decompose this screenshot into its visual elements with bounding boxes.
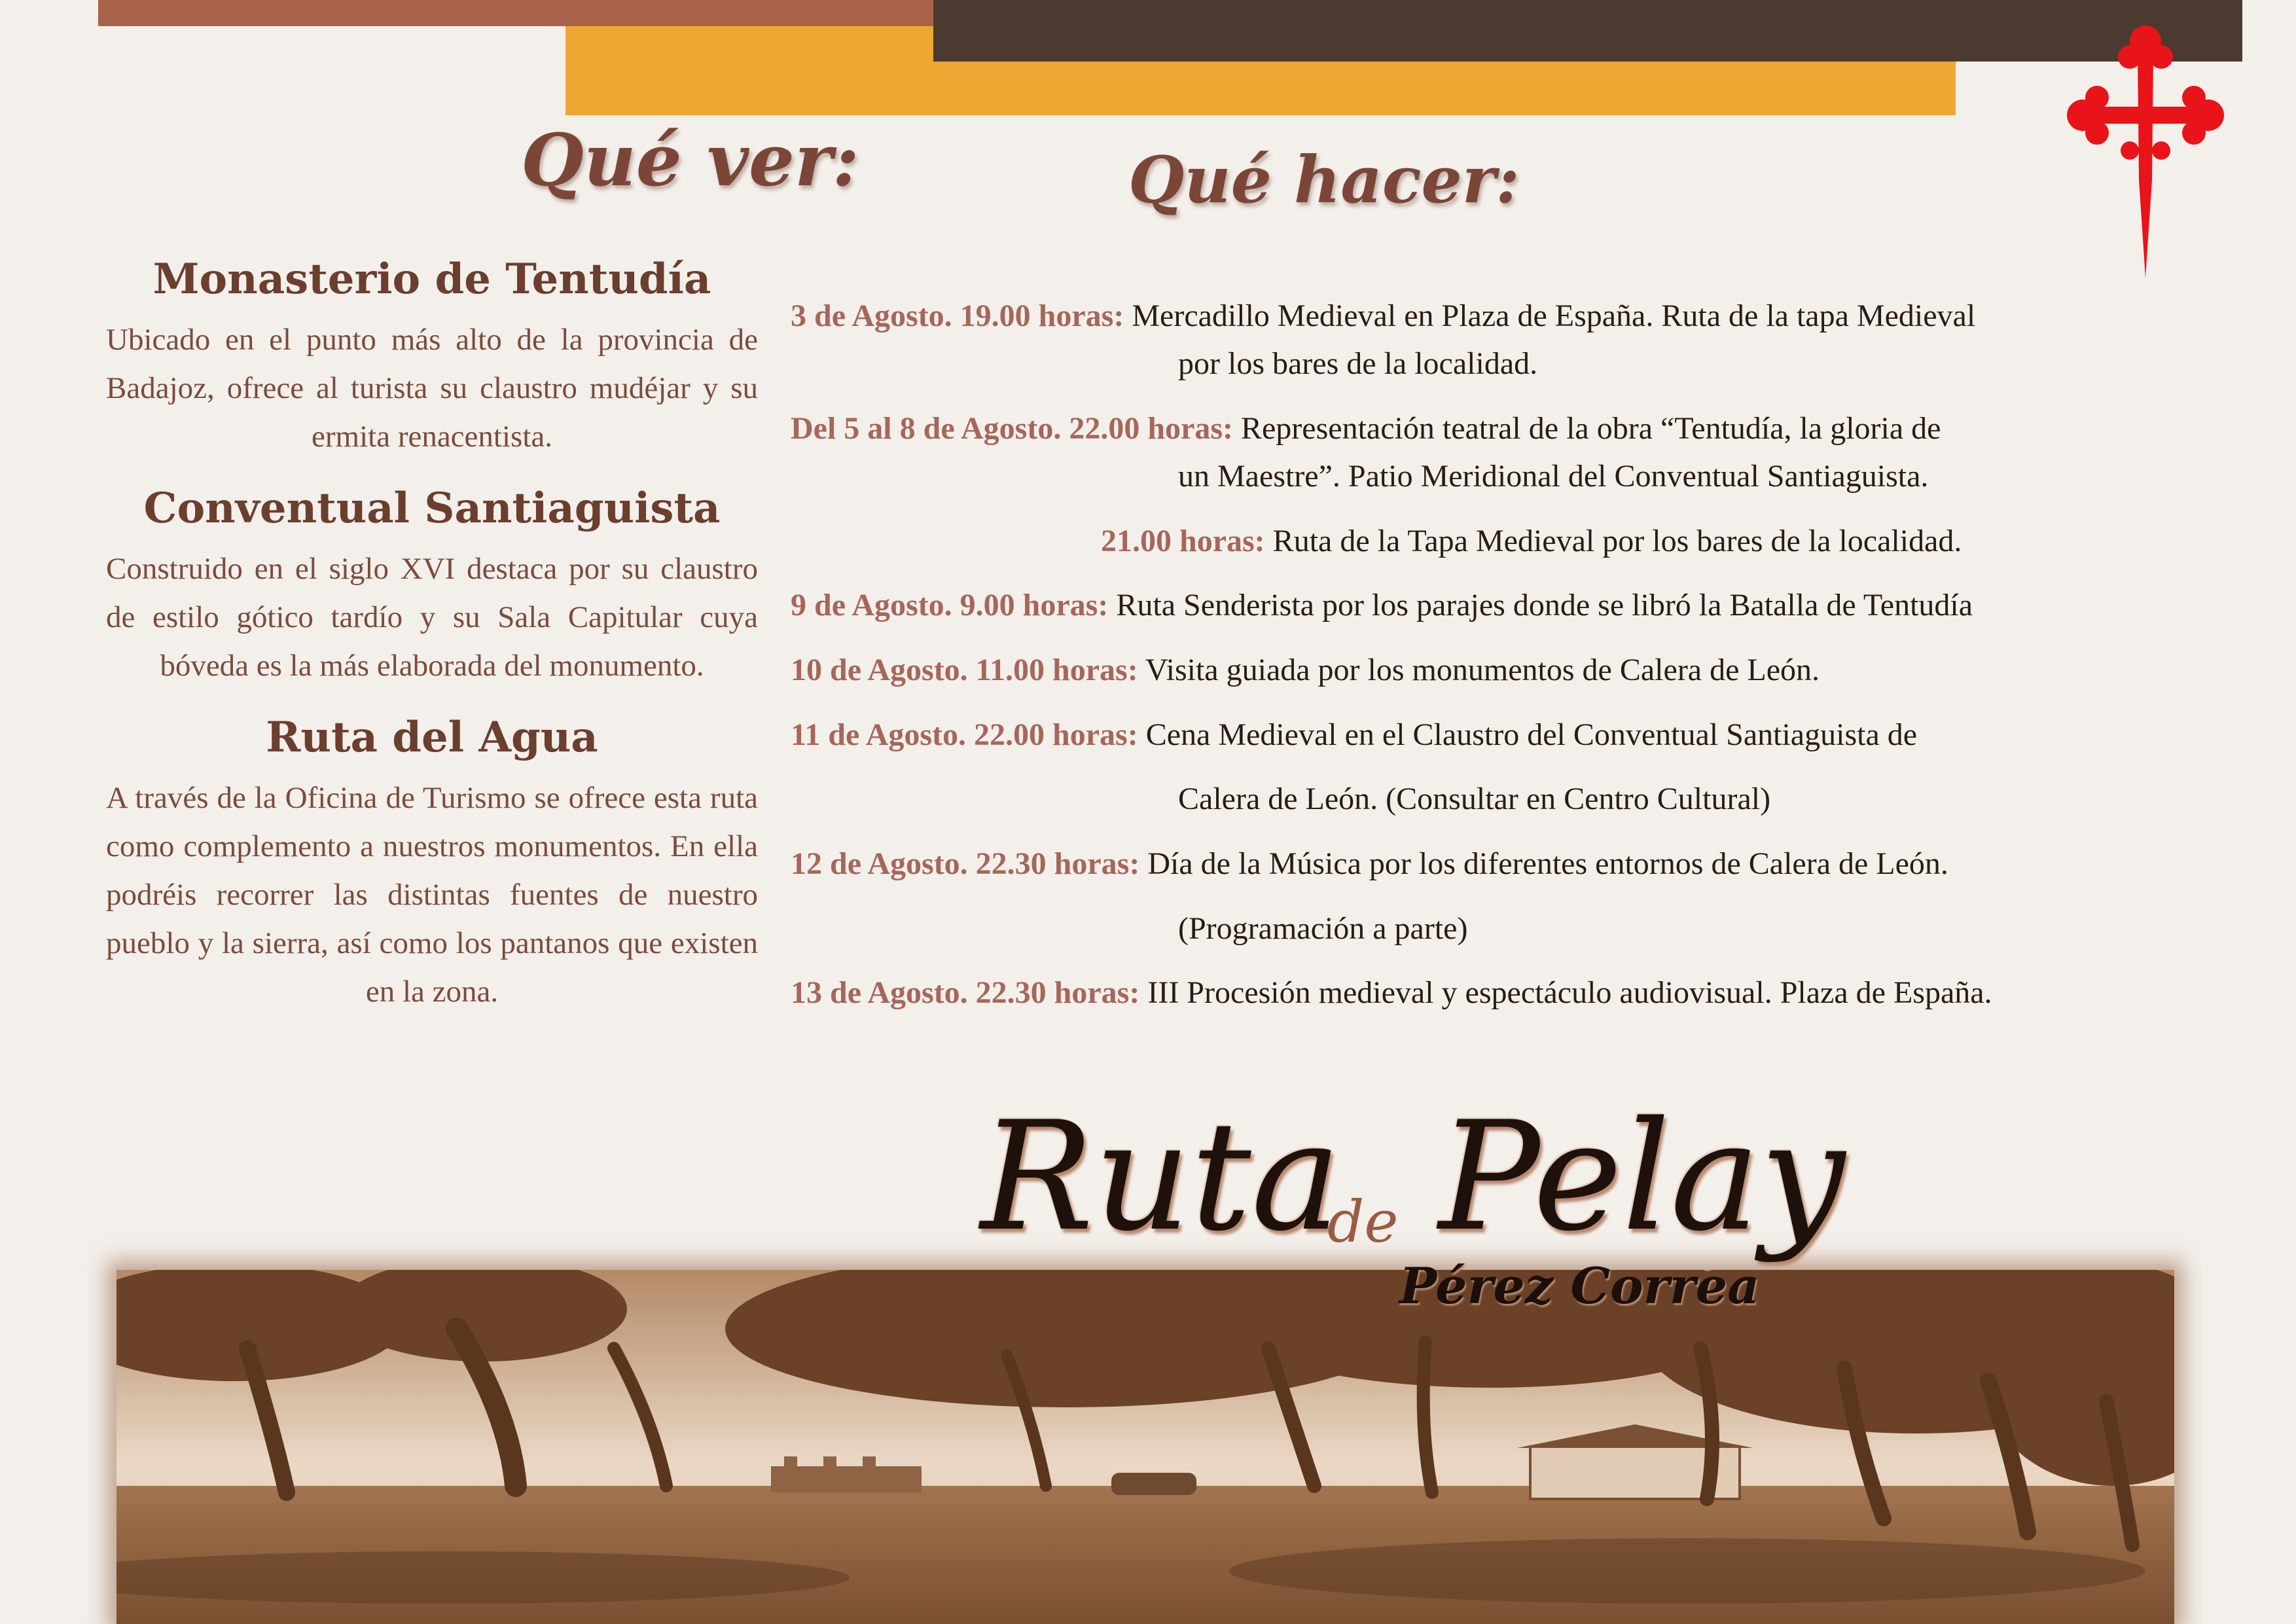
cross-of-santiago-icon <box>2067 16 2224 278</box>
ruta-de-pelay-logo <box>980 1090 1871 1339</box>
site-description: Construido en el siglo XVI destaca por su claustro de estilo gótico tardío y su Sala Capitular cuya bóveda es la más elaborada del monumento. <box>106 552 758 683</box>
logo-word-ruta: Ruta <box>980 1090 1341 1265</box>
event-time: 13 de Agosto. 22.30 horas: <box>791 975 1140 1010</box>
event-description: (Programación a parte) <box>1178 911 1468 946</box>
event-description: Representación teatral de la obra “Tentudía, la gloria de <box>1232 411 1941 446</box>
event-description: III Procesión medieval y espectáculo audiovisual. Plaza de España. <box>1139 975 1992 1010</box>
que-ver-heading: Qué ver: <box>521 118 859 202</box>
site-description: A través de la Oficina de Turismo se ofrece esta ruta como complemento a nuestros monumentos. En ella podréis recorrer las distintas fuentes de nuestro pueblo y la sierra, así como los pantanos que existen en la zona. <box>106 781 758 1009</box>
site-title: Ruta del Agua <box>266 713 598 762</box>
logo-subtitle: Pérez Correa <box>1399 1257 1760 1315</box>
decorative-bar-dark <box>933 0 2242 62</box>
event-time: 9 de Agosto. 9.00 horas: <box>791 588 1109 623</box>
site-ruta-agua <box>98 702 766 1016</box>
event-description: Calera de León. (Consultar en Centro Cultural) <box>1178 782 1771 816</box>
event-line <box>1178 781 1770 817</box>
event-description: Cena Medieval en el Claustro del Conventual Santiaguista de <box>1138 717 1918 752</box>
site-description: Ubicado en el punto más alto de la provincia de Badajoz, ofrece al turista su claustro mudéjar y su ermita renacentista. <box>106 323 758 454</box>
event-line <box>791 975 1992 1011</box>
site-monasterio <box>98 244 766 461</box>
event-description: un Maestre”. Patio Meridional del Conventual Santiaguista. <box>1178 459 1929 494</box>
event-line <box>791 410 1941 446</box>
event-line <box>1101 523 1962 559</box>
logo-word-pelay: Pelay <box>1439 1090 1846 1265</box>
event-time: 12 de Agosto. 22.30 horas: <box>791 846 1140 881</box>
event-line <box>791 717 1917 753</box>
event-line <box>1178 911 1467 947</box>
event-description: Visita guiada por los monumentos de Calera de León. <box>1138 653 1820 687</box>
event-description: Día de la Música por los diferentes entornos de Calera de León. <box>1139 846 1948 881</box>
event-time: 10 de Agosto. 11.00 horas: <box>791 653 1138 687</box>
event-description: Ruta Senderista por los parajes donde se libró la Batalla de Tentudía <box>1108 588 1973 623</box>
event-time: 21.00 horas: <box>1101 524 1265 558</box>
event-description: por los bares de la localidad. <box>1178 346 1538 381</box>
event-line <box>1178 458 1928 494</box>
event-line <box>1178 346 1537 382</box>
site-title: Monasterio de Tentudía <box>152 255 711 304</box>
event-line <box>791 298 1975 334</box>
que-hacer-heading: Qué hacer: <box>1128 143 1520 218</box>
logo-word-de: de <box>1327 1188 1399 1255</box>
event-time: 11 de Agosto. 22.00 horas: <box>791 717 1138 752</box>
event-line <box>791 652 1820 688</box>
site-conventual <box>98 473 766 690</box>
event-line <box>791 587 1973 623</box>
event-description: Ruta de la Tapa Medieval por los bares de la localidad. <box>1265 524 1962 558</box>
event-time: Del 5 al 8 de Agosto. 22.00 horas: <box>791 411 1233 446</box>
event-line <box>791 846 1948 882</box>
event-description: Mercadillo Medieval en Plaza de España. Ruta de la tapa Medieval <box>1124 298 1976 333</box>
site-title: Conventual Santiaguista <box>143 484 721 533</box>
sites-column <box>98 244 766 1028</box>
event-time: 3 de Agosto. 19.00 horas: <box>791 298 1124 333</box>
